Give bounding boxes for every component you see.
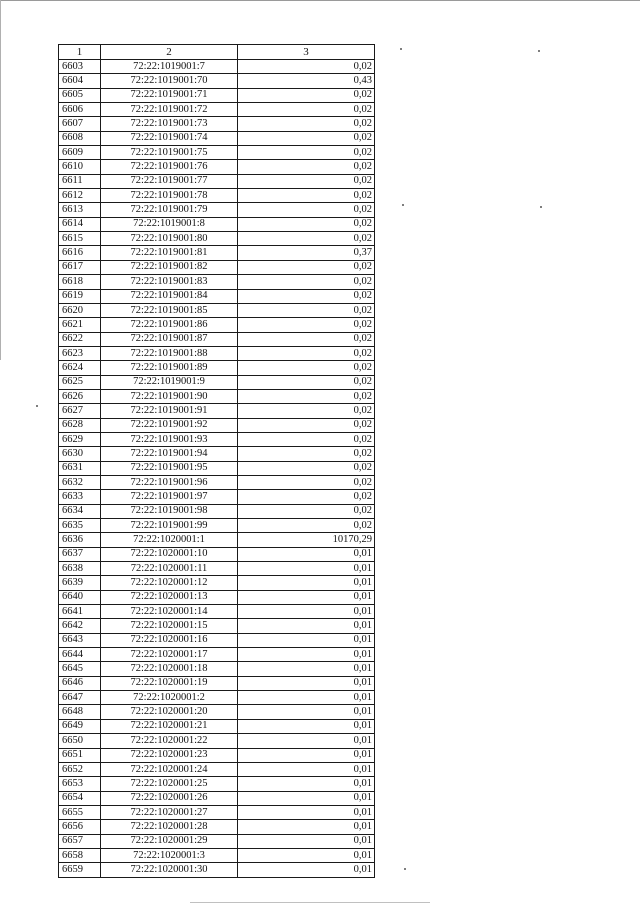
row-number-cell: 6652	[59, 762, 101, 776]
row-number-cell: 6622	[59, 332, 101, 346]
table-row	[59, 232, 375, 246]
table-row	[59, 260, 375, 274]
cadastral-number-cell: 72:22:1019001:88	[101, 346, 238, 360]
cadastral-number-cell: 72:22:1019001:9	[101, 375, 238, 389]
table-header	[59, 45, 375, 60]
table-row	[59, 389, 375, 403]
row-number-cell: 6640	[59, 590, 101, 604]
cadastral-number-cell: 72:22:1020001:29	[101, 834, 238, 848]
table-row	[59, 475, 375, 489]
row-number-cell: 6643	[59, 633, 101, 647]
cadastral-number-cell: 72:22:1020001:1	[101, 533, 238, 547]
value-cell: 0,02	[238, 189, 375, 203]
cadastral-number-cell: 72:22:1019001:81	[101, 246, 238, 260]
value-cell: 0,01	[238, 619, 375, 633]
table-row	[59, 332, 375, 346]
scan-speck	[404, 868, 406, 870]
cadastral-number-cell: 72:22:1019001:98	[101, 504, 238, 518]
cadastral-number-cell: 72:22:1020001:11	[101, 562, 238, 576]
table-row	[59, 547, 375, 561]
table-row	[59, 519, 375, 533]
cadastral-number-cell: 72:22:1020001:17	[101, 648, 238, 662]
cadastral-number-cell: 72:22:1020001:2	[101, 691, 238, 705]
page-edge-bottom	[190, 902, 430, 903]
cadastral-number-cell: 72:22:1019001:83	[101, 275, 238, 289]
row-number-cell: 6632	[59, 475, 101, 489]
value-cell: 0,02	[238, 275, 375, 289]
value-cell: 0,02	[238, 146, 375, 160]
row-number-cell: 6618	[59, 275, 101, 289]
value-cell: 0,43	[238, 74, 375, 88]
cadastral-number-cell: 72:22:1019001:85	[101, 303, 238, 317]
value-cell: 0,01	[238, 648, 375, 662]
value-cell: 0,02	[238, 260, 375, 274]
table-row	[59, 834, 375, 848]
row-number-cell: 6630	[59, 447, 101, 461]
cadastral-number-cell: 72:22:1019001:93	[101, 432, 238, 446]
cadastral-number-cell: 72:22:1019001:79	[101, 203, 238, 217]
row-number-cell: 6603	[59, 60, 101, 74]
row-number-cell: 6654	[59, 791, 101, 805]
table-row	[59, 676, 375, 690]
cadastral-number-cell: 72:22:1020001:18	[101, 662, 238, 676]
table-row	[59, 633, 375, 647]
row-number-cell: 6650	[59, 734, 101, 748]
row-number-cell: 6621	[59, 318, 101, 332]
row-number-cell: 6613	[59, 203, 101, 217]
table-row	[59, 375, 375, 389]
row-number-cell: 6647	[59, 691, 101, 705]
value-cell: 0,02	[238, 303, 375, 317]
table-body	[59, 60, 375, 878]
cadastral-number-cell: 72:22:1019001:86	[101, 318, 238, 332]
row-number-cell: 6627	[59, 404, 101, 418]
table-row	[59, 303, 375, 317]
row-number-cell: 6638	[59, 562, 101, 576]
row-number-cell: 6606	[59, 103, 101, 117]
table-row	[59, 848, 375, 862]
cadastral-number-cell: 72:22:1019001:78	[101, 189, 238, 203]
table-row	[59, 562, 375, 576]
cadastral-number-cell: 72:22:1019001:8	[101, 217, 238, 231]
table-row	[59, 117, 375, 131]
table-row	[59, 404, 375, 418]
table-row	[59, 605, 375, 619]
row-number-cell: 6644	[59, 648, 101, 662]
value-cell: 0,01	[238, 705, 375, 719]
row-number-cell: 6658	[59, 848, 101, 862]
cadastral-number-cell: 72:22:1020001:12	[101, 576, 238, 590]
row-number-cell: 6633	[59, 490, 101, 504]
value-cell: 0,02	[238, 475, 375, 489]
row-number-cell: 6635	[59, 519, 101, 533]
row-number-cell: 6614	[59, 217, 101, 231]
row-number-cell: 6629	[59, 432, 101, 446]
value-cell: 0,02	[238, 519, 375, 533]
value-cell: 0,02	[238, 88, 375, 102]
table-row	[59, 432, 375, 446]
row-number-cell: 6608	[59, 131, 101, 145]
cadastral-table	[58, 44, 375, 878]
table-row	[59, 275, 375, 289]
table-row	[59, 246, 375, 260]
value-cell: 0,02	[238, 131, 375, 145]
cadastral-number-cell: 72:22:1019001:73	[101, 117, 238, 131]
table-row	[59, 203, 375, 217]
table-row	[59, 461, 375, 475]
row-number-cell: 6612	[59, 189, 101, 203]
table-row	[59, 662, 375, 676]
value-cell: 0,01	[238, 777, 375, 791]
value-cell: 0,01	[238, 863, 375, 877]
cadastral-number-cell: 72:22:1019001:71	[101, 88, 238, 102]
table-row	[59, 590, 375, 604]
cadastral-number-cell: 72:22:1020001:13	[101, 590, 238, 604]
row-number-cell: 6611	[59, 174, 101, 188]
scan-speck	[538, 50, 540, 52]
table-row	[59, 60, 375, 74]
cadastral-number-cell: 72:22:1020001:10	[101, 547, 238, 561]
cadastral-number-cell: 72:22:1020001:22	[101, 734, 238, 748]
value-cell: 0,02	[238, 490, 375, 504]
value-cell: 0,02	[238, 203, 375, 217]
cadastral-number-cell: 72:22:1019001:84	[101, 289, 238, 303]
table-row	[59, 719, 375, 733]
table-row	[59, 791, 375, 805]
row-number-cell: 6659	[59, 863, 101, 877]
row-number-cell: 6648	[59, 705, 101, 719]
row-number-cell: 6617	[59, 260, 101, 274]
row-number-cell: 6619	[59, 289, 101, 303]
scan-speck	[400, 48, 402, 50]
row-number-cell: 6605	[59, 88, 101, 102]
table-row	[59, 88, 375, 102]
value-cell: 0,02	[238, 447, 375, 461]
table-row	[59, 217, 375, 231]
table-row	[59, 863, 375, 877]
column-header-2: 2	[101, 45, 238, 60]
table-row	[59, 705, 375, 719]
value-cell: 0,02	[238, 332, 375, 346]
row-number-cell: 6609	[59, 146, 101, 160]
value-cell: 0,01	[238, 633, 375, 647]
table-row	[59, 160, 375, 174]
value-cell: 0,01	[238, 762, 375, 776]
row-number-cell: 6656	[59, 820, 101, 834]
cadastral-number-cell: 72:22:1020001:14	[101, 605, 238, 619]
row-number-cell: 6653	[59, 777, 101, 791]
table-row	[59, 131, 375, 145]
value-cell: 0,02	[238, 232, 375, 246]
row-number-cell: 6641	[59, 605, 101, 619]
table-row	[59, 189, 375, 203]
row-number-cell: 6623	[59, 346, 101, 360]
row-number-cell: 6628	[59, 418, 101, 432]
cadastral-number-cell: 72:22:1019001:7	[101, 60, 238, 74]
cadastral-number-cell: 72:22:1020001:24	[101, 762, 238, 776]
row-number-cell: 6620	[59, 303, 101, 317]
scan-speck	[540, 206, 542, 208]
row-number-cell: 6642	[59, 619, 101, 633]
value-cell: 0,02	[238, 404, 375, 418]
cadastral-number-cell: 72:22:1019001:89	[101, 361, 238, 375]
table-row	[59, 490, 375, 504]
value-cell: 0,01	[238, 791, 375, 805]
table-row	[59, 289, 375, 303]
cadastral-number-cell: 72:22:1020001:19	[101, 676, 238, 690]
table-row	[59, 576, 375, 590]
value-cell: 0,01	[238, 748, 375, 762]
value-cell: 0,01	[238, 805, 375, 819]
value-cell: 0,01	[238, 691, 375, 705]
value-cell: 0,02	[238, 361, 375, 375]
cadastral-number-cell: 72:22:1019001:70	[101, 74, 238, 88]
row-number-cell: 6610	[59, 160, 101, 174]
table-row	[59, 174, 375, 188]
table-row	[59, 318, 375, 332]
cadastral-number-cell: 72:22:1019001:95	[101, 461, 238, 475]
value-cell: 0,02	[238, 318, 375, 332]
value-cell: 0,02	[238, 346, 375, 360]
cadastral-number-cell: 72:22:1020001:3	[101, 848, 238, 862]
cadastral-number-cell: 72:22:1019001:75	[101, 146, 238, 160]
table-row	[59, 504, 375, 518]
table-row	[59, 820, 375, 834]
cadastral-number-cell: 72:22:1019001:92	[101, 418, 238, 432]
value-cell: 0,01	[238, 576, 375, 590]
value-cell: 0,02	[238, 504, 375, 518]
row-number-cell: 6624	[59, 361, 101, 375]
table-row	[59, 533, 375, 547]
row-number-cell: 6651	[59, 748, 101, 762]
row-number-cell: 6616	[59, 246, 101, 260]
column-header-1: 1	[59, 45, 101, 60]
scan-speck	[36, 405, 38, 407]
cadastral-number-cell: 72:22:1019001:76	[101, 160, 238, 174]
row-number-cell: 6649	[59, 719, 101, 733]
value-cell: 0,02	[238, 174, 375, 188]
value-cell: 0,02	[238, 389, 375, 403]
value-cell: 0,01	[238, 734, 375, 748]
cadastral-number-cell: 72:22:1020001:15	[101, 619, 238, 633]
value-cell: 0,02	[238, 117, 375, 131]
table-row	[59, 805, 375, 819]
row-number-cell: 6645	[59, 662, 101, 676]
value-cell: 0,02	[238, 289, 375, 303]
cadastral-number-cell: 72:22:1020001:23	[101, 748, 238, 762]
row-number-cell: 6604	[59, 74, 101, 88]
value-cell: 0,01	[238, 662, 375, 676]
table-row	[59, 447, 375, 461]
cadastral-number-cell: 72:22:1019001:90	[101, 389, 238, 403]
value-cell: 0,01	[238, 848, 375, 862]
table-row	[59, 418, 375, 432]
header-row	[59, 45, 375, 60]
row-number-cell: 6625	[59, 375, 101, 389]
cadastral-number-cell: 72:22:1019001:77	[101, 174, 238, 188]
value-cell: 0,01	[238, 590, 375, 604]
table-row	[59, 748, 375, 762]
cadastral-number-cell: 72:22:1020001:20	[101, 705, 238, 719]
value-cell: 0,01	[238, 676, 375, 690]
scan-speck	[402, 204, 404, 206]
table-row	[59, 734, 375, 748]
table-row	[59, 762, 375, 776]
cadastral-number-cell: 72:22:1020001:27	[101, 805, 238, 819]
cadastral-number-cell: 72:22:1020001:26	[101, 791, 238, 805]
value-cell: 0,02	[238, 103, 375, 117]
value-cell: 0,01	[238, 719, 375, 733]
row-number-cell: 6657	[59, 834, 101, 848]
cadastral-number-cell: 72:22:1020001:21	[101, 719, 238, 733]
value-cell: 0,01	[238, 562, 375, 576]
value-cell: 0,02	[238, 375, 375, 389]
cadastral-number-cell: 72:22:1019001:94	[101, 447, 238, 461]
row-number-cell: 6607	[59, 117, 101, 131]
cadastral-number-cell: 72:22:1019001:97	[101, 490, 238, 504]
cadastral-number-cell: 72:22:1019001:74	[101, 131, 238, 145]
row-number-cell: 6615	[59, 232, 101, 246]
row-number-cell: 6631	[59, 461, 101, 475]
page-edge-left	[0, 0, 1, 360]
cadastral-number-cell: 72:22:1019001:96	[101, 475, 238, 489]
value-cell: 0,02	[238, 418, 375, 432]
cadastral-number-cell: 72:22:1019001:87	[101, 332, 238, 346]
table-row	[59, 361, 375, 375]
table-row	[59, 346, 375, 360]
cadastral-number-cell: 72:22:1019001:91	[101, 404, 238, 418]
table-row	[59, 146, 375, 160]
value-cell: 0,02	[238, 60, 375, 74]
value-cell: 0,01	[238, 834, 375, 848]
row-number-cell: 6639	[59, 576, 101, 590]
row-number-cell: 6626	[59, 389, 101, 403]
row-number-cell: 6636	[59, 533, 101, 547]
cadastral-number-cell: 72:22:1019001:82	[101, 260, 238, 274]
row-number-cell: 6637	[59, 547, 101, 561]
cadastral-number-cell: 72:22:1020001:25	[101, 777, 238, 791]
value-cell: 0,01	[238, 605, 375, 619]
value-cell: 0,01	[238, 547, 375, 561]
table-row	[59, 691, 375, 705]
value-cell: 0,02	[238, 160, 375, 174]
cadastral-number-cell: 72:22:1019001:99	[101, 519, 238, 533]
value-cell: 0,37	[238, 246, 375, 260]
cadastral-number-cell: 72:22:1019001:80	[101, 232, 238, 246]
column-header-3: 3	[238, 45, 375, 60]
value-cell: 0,02	[238, 432, 375, 446]
value-cell: 0,02	[238, 217, 375, 231]
cadastral-number-cell: 72:22:1020001:16	[101, 633, 238, 647]
table-row	[59, 103, 375, 117]
row-number-cell: 6655	[59, 805, 101, 819]
value-cell: 0,01	[238, 820, 375, 834]
value-cell: 0,02	[238, 461, 375, 475]
table-row	[59, 74, 375, 88]
value-cell: 10170,29	[238, 533, 375, 547]
cadastral-number-cell: 72:22:1020001:28	[101, 820, 238, 834]
cadastral-number-cell: 72:22:1019001:72	[101, 103, 238, 117]
row-number-cell: 6634	[59, 504, 101, 518]
table-row	[59, 648, 375, 662]
page-edge-top	[0, 0, 640, 1]
table-row	[59, 777, 375, 791]
table-row	[59, 619, 375, 633]
cadastral-number-cell: 72:22:1020001:30	[101, 863, 238, 877]
row-number-cell: 6646	[59, 676, 101, 690]
